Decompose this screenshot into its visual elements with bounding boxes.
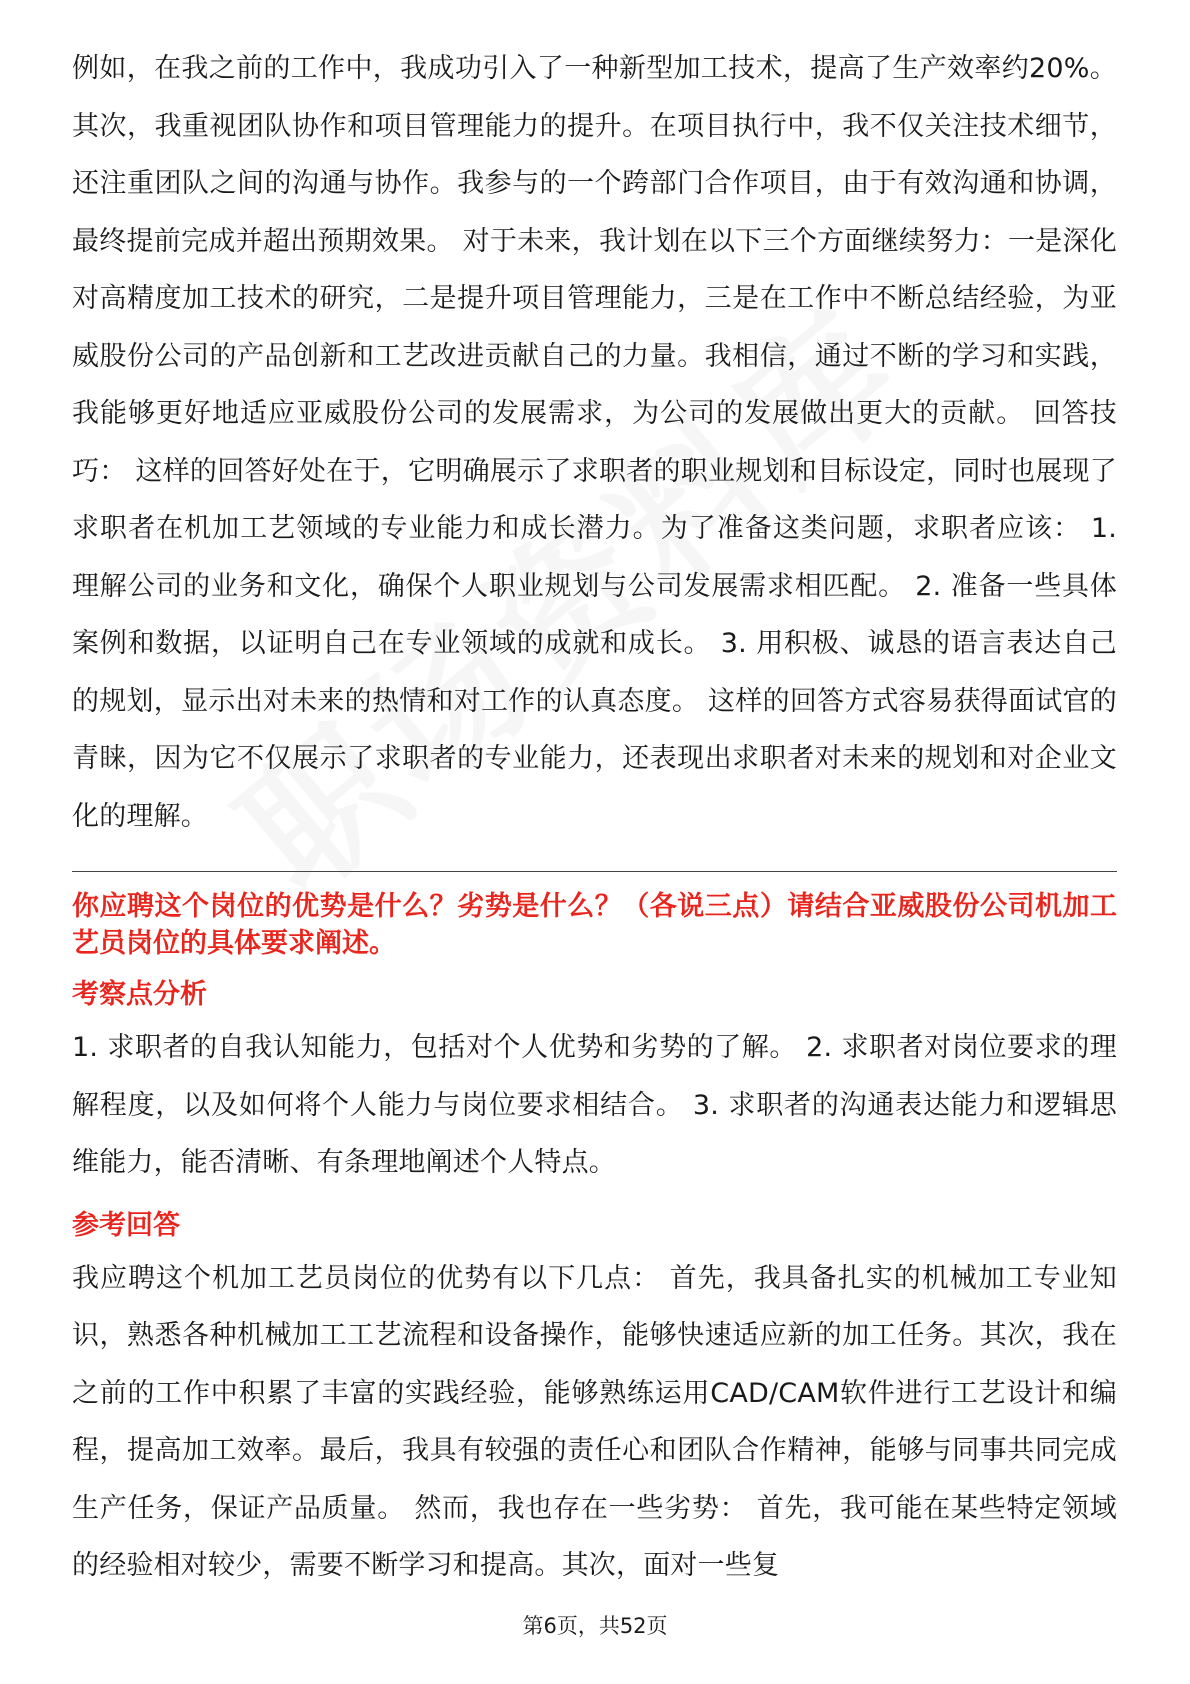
answer-text: 我应聘这个机加工艺员岗位的优势有以下几点： 首先，我具备扎实的机械加工专业知识，熟悉各种机械加工工艺流程和设备操作，能够快速适应新的加工任务。其次，我在之前的工作中积累了丰富的实践经验，能够熟练运用CAD/CAM软件进行工艺设计和编程，提高加工效率。最后，我具有较强的责任心和团队合作精神，能够与同事共同完成生产任务，保证产品质量。 然而，我也存在一些劣势： 首先，我可能在某些特定领域的经验相对较少，需要不断学习和提高。其次，面对一些复 xyxy=(72,1262,1117,1581)
analysis-text: 1. 求职者的自我认知能力，包括对个人优势和劣势的了解。 2. 求职者对岗位要求的理解程度，以及如何将个人能力与岗位要求相结合。 3. 求职者的沟通表达能力和逻辑思维能力，能否清晰、有条理地阐述个人特点。 xyxy=(72,1032,1117,1178)
interview-question: 你应聘这个岗位的优势是什么？劣势是什么？（各说三点）请结合亚威股份公司机加工艺员岗位的具体要求阐述。 xyxy=(72,891,1117,959)
document-page xyxy=(72,40,1117,1595)
section-divider xyxy=(72,871,1117,872)
answer-heading: 参考回答 xyxy=(72,1209,180,1241)
analysis-heading: 考察点分析 xyxy=(72,979,207,1010)
body-paragraph: 例如，在我之前的工作中，我成功引入了一种新型加工技术，提高了生产效率约20%。 其次，我重视团队协作和项目管理能力的提升。在项目执行中，我不仅关注技术细节，还注重团队之间的沟通与协作。我参与的一个跨部门合作项目，由于有效沟通和协调，最终提前完成并超出预期效果。 对于未来，我计划在以下三个方面继续努力：一是深化对高精度加工技术的研究，二是提升项目管理能力，三是在工作中不断总结经验，为亚威股份公司的产品创新和工艺改进贡献自己的力量。我相信，通过不断的学习和实践，我能够更好地适应亚威股份公司的发展需求，为公司的发展做出更大的贡献。 回答技巧： 这样的回答好处在于，它明确展示了求职者的职业规划和目标设定，同时也展现了求职者在机加工艺领域的专业能力和成长潜力。为了准备这类问题，求职者应该： 1. 理解公司的业务和文化，确保个人职业规划与公司发展需求相匹配。 2. 准备一些具体案例和数据，以证明自己在专业领域的成就和成长。 3. 用积极、诚恳的语言表达自己的规划，显示出对未来的热情和对工作的认真态度。 这样的回答方式容易获得面试官的青睐，因为它不仅展示了求职者的专业能力，还表现出求职者对未来的规划和对企业文化的理解。 xyxy=(72,53,1117,832)
page-footer: 第6页，共52页 xyxy=(522,1614,668,1638)
